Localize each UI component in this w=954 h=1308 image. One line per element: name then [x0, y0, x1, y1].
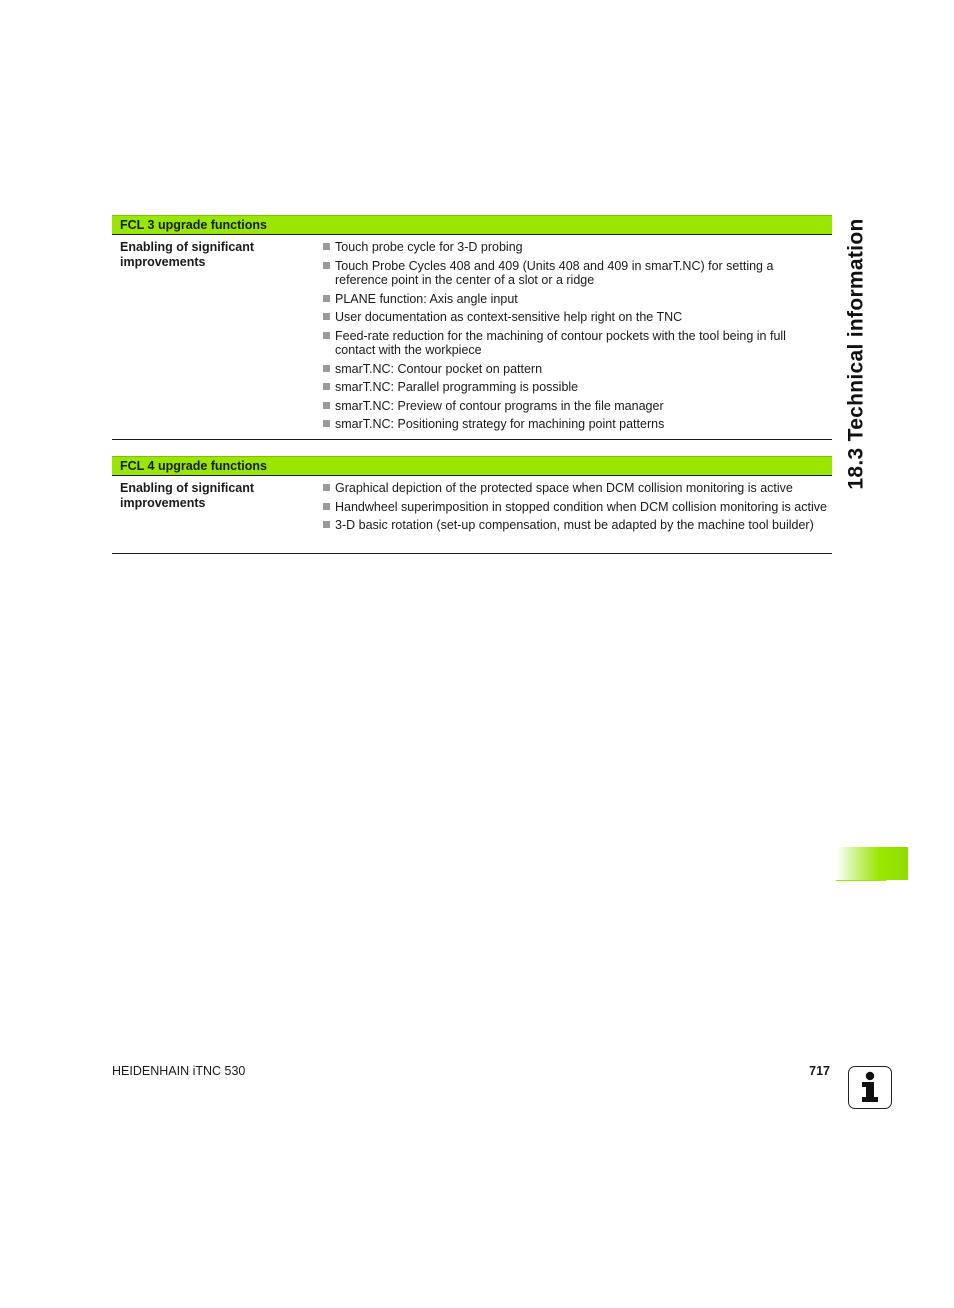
square-bullet-icon [323, 295, 330, 302]
fcl4-table [112, 456, 832, 554]
square-bullet-icon [323, 262, 330, 269]
fcl3-table [112, 215, 832, 440]
fcl4-table-header: FCL 4 upgrade functions [112, 456, 832, 476]
list-item: 3-D basic rotation (set-up compensation, must be adapted by the machine tool builder) [323, 518, 828, 533]
fcl3-item-list [323, 240, 828, 436]
square-bullet-icon [323, 521, 330, 528]
chapter-side-title [832, 214, 882, 494]
square-bullet-icon [323, 243, 330, 250]
list-item: Handwheel superimposition in stopped condition when DCM collision monitoring is active [323, 500, 828, 515]
list-item: smarT.NC: Parallel programming is possible [323, 380, 828, 395]
list-item: smarT.NC: Positioning strategy for machining point patterns [323, 417, 828, 432]
fcl4-table-row [112, 476, 832, 554]
list-item: Feed-rate reduction for the machining of contour pockets with the tool being in full contact with the workpiece [323, 329, 828, 358]
square-bullet-icon [323, 332, 330, 339]
list-item: Touch probe cycle for 3-D probing [323, 240, 828, 255]
fcl4-row-label: Enabling of significant improvements [120, 481, 255, 510]
list-item: User documentation as context-sensitive help right on the TNC [323, 310, 828, 325]
footer-product-name: HEIDENHAIN iTNC 530 [112, 1064, 246, 1078]
fcl3-row-label: Enabling of significant improvements [120, 240, 255, 269]
list-item: Touch Probe Cycles 408 and 409 (Units 408 and 409 in smarT.NC) for setting a reference point in the center of a slot or a ridge [323, 259, 828, 288]
list-item: Graphical depiction of the protected space when DCM collision monitoring is active [323, 481, 828, 496]
fcl4-item-list [323, 481, 828, 537]
list-item: smarT.NC: Preview of contour programs in the file manager [323, 399, 828, 414]
square-bullet-icon [323, 503, 330, 510]
square-bullet-icon [323, 420, 330, 427]
fcl3-table-row [112, 235, 832, 440]
square-bullet-icon [323, 383, 330, 390]
page-number: 717 [809, 1064, 830, 1078]
list-item: PLANE function: Axis angle input [323, 292, 828, 307]
chapter-tab-marker [836, 847, 908, 880]
square-bullet-icon [323, 484, 330, 491]
list-item: smarT.NC: Contour pocket on pattern [323, 362, 828, 377]
square-bullet-icon [323, 402, 330, 409]
fcl3-table-header: FCL 3 upgrade functions [112, 215, 832, 235]
square-bullet-icon [323, 365, 330, 372]
square-bullet-icon [323, 313, 330, 320]
chapter-side-title-text: 18.3 Technical information [845, 218, 869, 490]
info-icon-glyph [849, 1067, 890, 1107]
info-icon [848, 1066, 892, 1109]
chapter-tab-divider [836, 880, 886, 881]
